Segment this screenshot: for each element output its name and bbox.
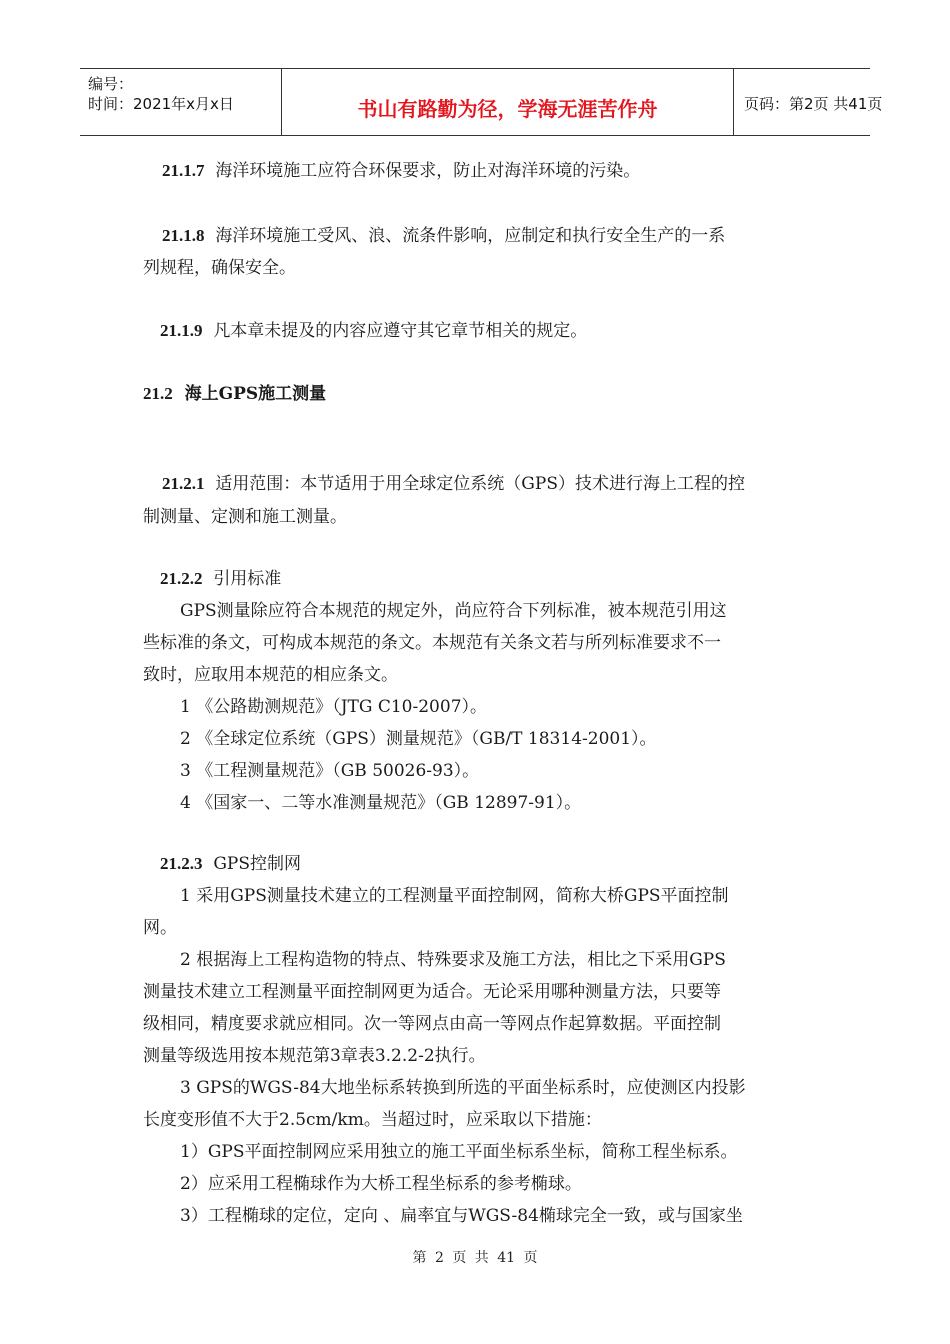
paragraph-line: 测量技术建立工程测量平面控制网更为适合。无论采用哪种测量方法，只要等 bbox=[143, 982, 721, 1002]
paragraph-line: 致时，应取用本规范的相应条文。 bbox=[143, 665, 398, 685]
clause-number: 21.2.3 bbox=[160, 854, 203, 873]
paragraph-line: 些标准的条文，可构成本规范的条文。本规范有关条文若与所列标准要求不一 bbox=[143, 633, 721, 653]
footer-word: 第 bbox=[412, 1250, 427, 1266]
clause-title: 引用标准 bbox=[213, 569, 282, 589]
clause-21-2-3 bbox=[160, 853, 301, 875]
clause-number: 21.2.2 bbox=[160, 569, 203, 588]
paragraph-line: 1）GPS平面控制网应采用独立的施工平面坐标系坐标，简称工程坐标系。 bbox=[180, 1142, 738, 1162]
paragraph-line: 级相同，精度要求就应相同。次一等网点由高一等网点作起算数据。平面控制 bbox=[143, 1014, 721, 1034]
footer-page-number: 2 bbox=[434, 1250, 444, 1266]
reference-item-1: 1 《公路勘测规范》（JTG C10-2007）。 bbox=[180, 697, 488, 717]
serial-label: 编号： bbox=[88, 75, 134, 93]
footer-word: 页 bbox=[523, 1250, 538, 1266]
paragraph-line: GPS测量除应符合本规范的规定外，尚应符合下列标准，被本规范引用这 bbox=[180, 601, 727, 621]
footer-word: 页 bbox=[452, 1250, 467, 1266]
clause-text: 适用范围：本节适用于用全球定位系统（GPS）技术进行海上工程的控 bbox=[215, 474, 745, 494]
clause-21-1-8 bbox=[162, 225, 725, 247]
clause-number: 21.1.8 bbox=[162, 226, 205, 245]
clause-text: 海洋环境施工应符合环保要求，防止对海洋环境的污染。 bbox=[215, 161, 641, 181]
footer-word: 共 bbox=[474, 1250, 489, 1266]
paragraph-line: 3）工程椭球的定位，定向 、扁率宜与WGS-84椭球完全一致，或与国家坐 bbox=[180, 1206, 743, 1226]
clause-text: 海洋环境施工受风、浪、流条件影响，应制定和执行安全生产的一系 bbox=[215, 226, 726, 246]
paragraph-line: 2）应采用工程椭球作为大桥工程坐标系的参考椭球。 bbox=[180, 1174, 582, 1194]
section-number: 21.2 bbox=[143, 384, 173, 403]
footer-total-pages: 41 bbox=[497, 1250, 516, 1266]
clause-21-2-1 bbox=[162, 473, 745, 495]
header-meta-cell bbox=[80, 69, 282, 135]
motto-text: 书山有路勤为径，学海无涯苦作舟 bbox=[357, 97, 658, 121]
date-line: 时间：2021年x月x日 bbox=[88, 95, 234, 113]
section-heading-21-2 bbox=[143, 383, 326, 405]
clause-21-1-9 bbox=[160, 320, 587, 342]
clause-number: 21.2.1 bbox=[162, 474, 205, 493]
reference-item-3: 3 《工程测量规范》（GB 50026-93）。 bbox=[180, 761, 480, 781]
paragraph-line: 3 GPS的WGS-84大地坐标系转换到所选的平面坐标系时，应使测区内投影 bbox=[180, 1078, 746, 1098]
clause-text-continued: 制测量、定测和施工测量。 bbox=[143, 507, 347, 527]
reference-item-4: 4 《国家一、二等水准测量规范》（GB 12897-91）。 bbox=[180, 793, 582, 813]
page-code: 页码：第2页 共41页 bbox=[744, 95, 883, 113]
header-page-cell bbox=[734, 69, 883, 135]
paragraph-line: 2 根据海上工程构造物的特点、特殊要求及施工方法，相比之下采用GPS bbox=[180, 950, 726, 970]
clause-21-2-2 bbox=[160, 568, 281, 590]
clause-text: 凡本章未提及的内容应遵守其它章节相关的规定。 bbox=[213, 321, 588, 341]
section-title: 海上GPS施工测量 bbox=[184, 384, 327, 404]
paragraph-line: 1 采用GPS测量技术建立的工程测量平面控制网，简称大桥GPS平面控制 bbox=[180, 886, 729, 906]
header-motto-cell bbox=[282, 69, 734, 135]
clause-title: GPS控制网 bbox=[213, 854, 301, 874]
paragraph-line: 网。 bbox=[143, 918, 177, 938]
reference-item-2: 2 《全球定位系统（GPS）测量规范》（GB/T 18314-2001）。 bbox=[180, 729, 657, 749]
page-footer bbox=[0, 1247, 950, 1267]
clause-number: 21.1.7 bbox=[162, 161, 205, 180]
page-header bbox=[80, 68, 883, 136]
paragraph-line: 测量等级选用按本规范第3章表3.2.2-2执行。 bbox=[143, 1046, 486, 1066]
clause-text-continued: 列规程，确保安全。 bbox=[143, 258, 296, 278]
paragraph-line: 长度变形值不大于2.5cm/km。当超过时，应采取以下措施： bbox=[143, 1110, 602, 1130]
clause-21-1-7 bbox=[162, 160, 640, 182]
clause-number: 21.1.9 bbox=[160, 321, 203, 340]
